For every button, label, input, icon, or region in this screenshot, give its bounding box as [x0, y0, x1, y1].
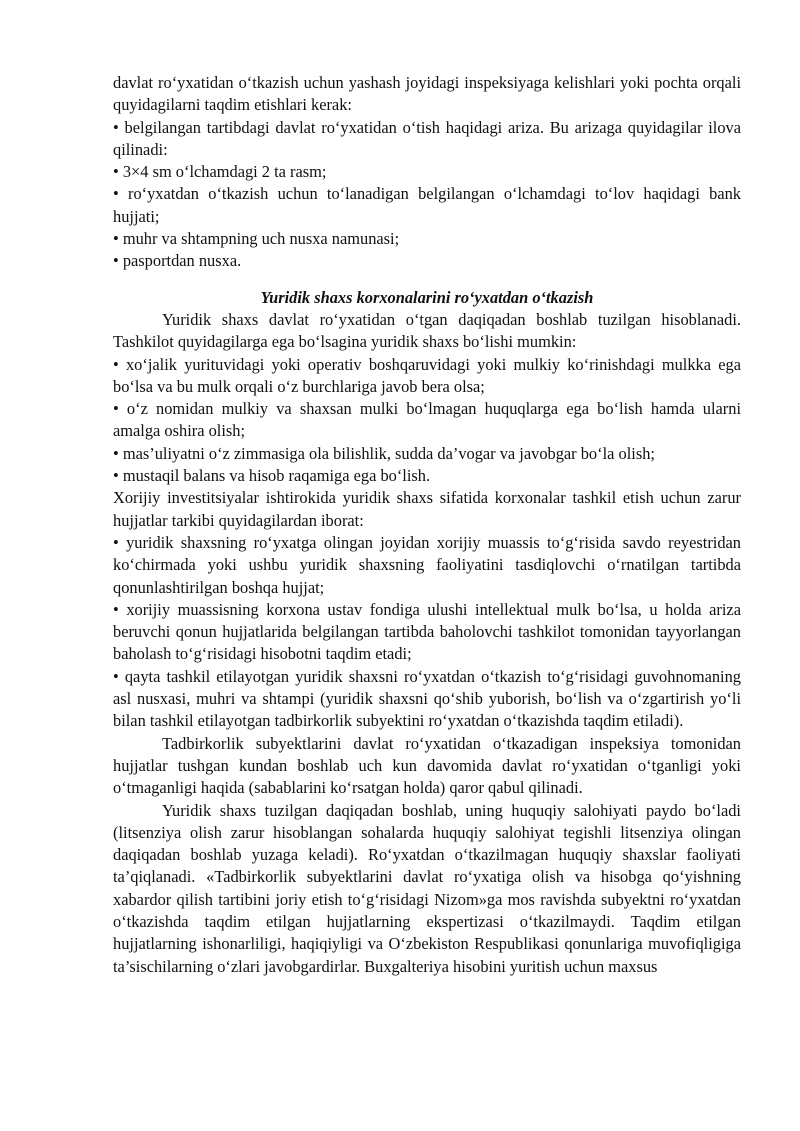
- paragraph-legal-entity: Yuridik shaxs davlat ro‘yxatidan o‘tgan daqiqadan boshlab tuzilgan hisoblanadi. Tashkilot quyidagilarga ega bo‘lsagina yuridik shaxs bo‘lishi mumkin:: [113, 309, 741, 352]
- list-item-trade-register: • yuridik shaxsning ro‘yxatga olingan joyidan xorijiy muassis to‘g‘risida savdo reyestridan ko‘chirmada yoki ushbu yuridik shaxsning faoliyatini tasdiqlovchi o‘rnatilgan tartibda qonunlashtirilgan boshqa hujjat;: [113, 532, 741, 597]
- list-item-intellectual-property: • xorijiy muassisning korxona ustav fondiga ulushi intellektual mulk bo‘lsa, u holda ariza beruvchi qonun hujjatlarida belgilangan tartibda baholovchi tashkilot tomonidan tayyorlangan baholash to‘g‘risidagi hisobotni taqdim etadi;: [113, 599, 741, 664]
- list-item-responsibility: • mas’uliyatni o‘z zimmasiga ola bilishlik, sudda da’vogar va javobgar bo‘la olish;: [113, 443, 655, 463]
- list-item-reorganization: • qayta tashkil etilayotgan yuridik shaxsni ro‘yxatdan o‘tkazish to‘g‘risidagi guvohnomaning asl nusxasi, muhri va shtampi (yuridik shaxsni qo‘shib yuborish, bo‘lish va o‘zgartirish yo‘li bilan tashkil etilayotgan tadbirkorlik subyektini ro‘yxatdan o‘tkazishda taqdim etiladi).: [113, 666, 741, 731]
- list-item-passport-copy: • pasportdan nusxa.: [113, 251, 242, 271]
- list-item-application: • belgilangan tartibdagi davlat ro‘yxatidan o‘tish haqidagi ariza. Bu arizaga quyidagilar ilova qilinadi:: [113, 117, 741, 159]
- list-item-balance: • mustaqil balans va hisob raqamiga ega bo‘lish.: [113, 466, 431, 486]
- section-title: Yuridik shaxs korxonalarini ro‘yxatdan o‘tkazish: [260, 287, 594, 307]
- list-item-photos: • 3×4 sm o‘lchamdagi 2 ta rasm;: [113, 162, 327, 182]
- paragraph-foreign-investment: Xorijiy investitsiyalar ishtirokida yuridik shaxs sifatida korxonalar tashkil etish uchun zarur hujjatlar tarkibi quyidagilardan iborat:: [113, 488, 741, 530]
- list-item-bank-document: • ro‘yxatdan o‘tkazish uchun to‘lanadigan belgilangan o‘lchamdagi to‘lov haqidagi bank hujjati;: [113, 184, 741, 226]
- list-item-property: • xo‘jalik yurituvidagi yoki operativ boshqaruvidagi yoki mulkiy ko‘rinishdagi mulkka ega bo‘lsa va bu mulk orqali o‘z burchlariga javob bera olsa;: [113, 354, 741, 396]
- list-item-rights: • o‘z nomidan mulkiy va shaxsan mulki bo‘lmagan huquqlarga ega bo‘lish hamda ularni amalga oshira olish;: [113, 399, 741, 441]
- paragraph-intro: davlat ro‘yxatidan o‘tkazish uchun yashash joyidagi inspeksiyaga kelishlari yoki pochta orqali quyidagilarni taqdim etishlari kerak:: [113, 73, 741, 115]
- paragraph-inspection-decision: Tadbirkorlik subyektlarini davlat ro‘yxatidan o‘tkazadigan inspeksiya tomonidan hujjatlar tushgan kundan boshlab uch kun davomida davlat ro‘yxatidan o‘tganligi yoki o‘tmaganligi haqida (sabablarini ko‘rsatgan holda) qaror qabul qilinadi.: [113, 733, 741, 798]
- paragraph-legal-capacity: Yuridik shaxs tuzilgan daqiqadan boshlab, uning huquqiy salohiyati paydo bo‘ladi (litsenziya olish zarur hisoblangan sohalarda huquqiy salohiyat tegishli litsenziya olingan daqiqadan boshlab yuzaga keladi). Ro‘yxatdan o‘tkazilmagan huquqiy shaxslar faoliyati ta’qiqlanadi. «Tadbirkorlik subyektlarini davlat ro‘yxatiga olish va hisobga qo‘yishning xabardor qilish tartibini joriy etish to‘g‘risidagi Nizom»ga mos ravishda subyektni ro‘yxatdan o‘tkazishda taqdim etilgan hujjatlarning ekspertizasi o‘tkazilmaydi. Taqdim etilgan hujjatlarning ishonarliligi, haqiqiyligi va O‘zbekiston Respublikasi qonunlariga muvofiqligiga ta’sischilarning o‘zlari javobgardirlar. Buxgalteriya hisobini yuritish uchun maxsus: [113, 800, 741, 976]
- list-item-seal-samples: • muhr va shtampning uch nusxa namunasi;: [113, 229, 400, 249]
